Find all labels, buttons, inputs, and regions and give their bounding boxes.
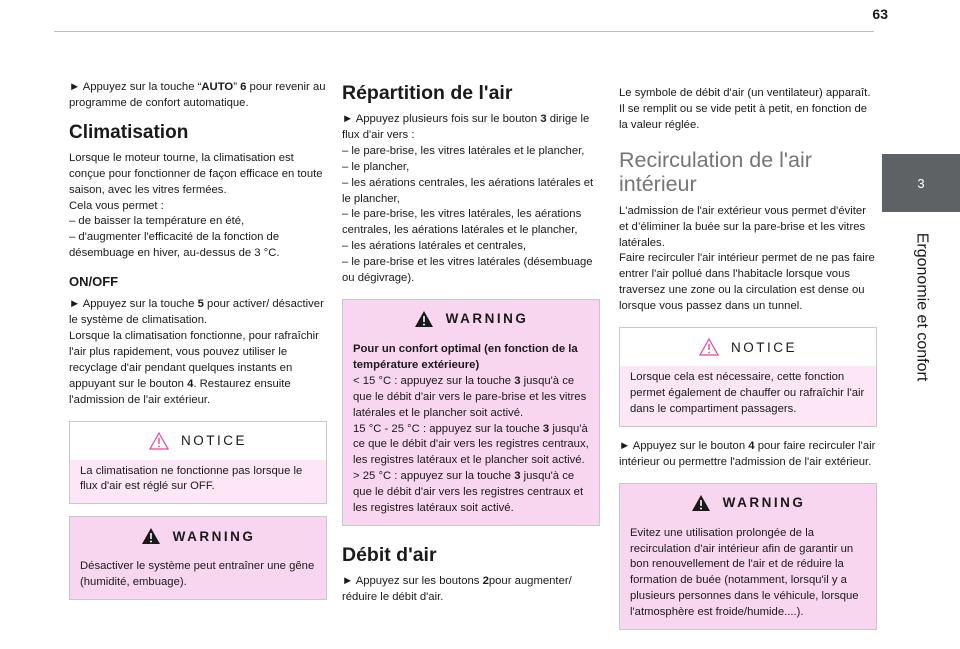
notice-header: NOTICE (620, 328, 876, 366)
chapter-label (882, 212, 960, 402)
notice-box-2 (619, 327, 877, 427)
recirc-text-1: L'admission de l'air extérieur vous permet d'éviter et d’éliminer la buée sur la pare-brise et les vitres latérales. (619, 204, 866, 249)
recirc-text-2: Faire recirculer l'air intérieur permet de ne pas faire entrer l'air pollué dans l'habitacle lorsque vous traversez une zone ou la circulation est dense ou lorsque vous passez dans un tunnel. (619, 252, 875, 313)
onoff-recycle-text: Lorsque la climatisation fonctionne, pour rafraîchir l'air plus rapidement, vous pouvez utiliser le recyclage d'air pendant quelques instants en appuyant sur le bouton 4. Restaurez ensuite l'admission de l'air extérieur. (69, 329, 319, 406)
notice-box-1 (69, 421, 327, 505)
chapter-tab[interactable]: 3 (882, 154, 960, 212)
heading-onoff: ON/OFF (69, 274, 119, 290)
auto-instruction: ► Appuyez sur la touche “AUTO” 6 pour revenir au programme de confort automatique. (69, 81, 326, 109)
rep-item-4: – le pare-brise, les vitres latérales, les aérations centrales, les aérations latérales et le plancher, (342, 208, 582, 237)
heading-debit: Débit d'air (342, 543, 437, 566)
debit-instruction: ► Appuyez sur les boutons 2pour augmenter/ réduire le débit d'air. (342, 574, 572, 603)
clim-text-1: Lorsque le moteur tourne, la climatisation est conçue pour fonctionner de façon efficace en toute saison, avec les vitres fermées. (69, 151, 323, 196)
warning-line-3: > 25 °C : appuyez sur la touche 3 jusqu'à ce que le débit d'air vers les registres centraux et les registres latéraux soit activé. (353, 470, 584, 515)
column-2 (342, 80, 600, 606)
warning-icon (691, 494, 711, 512)
heading-recirculation: Recirculation de l'air intérieur (619, 147, 812, 196)
warning-body: Pour un confort optimal (en fonction de la température extérieure) < 15 °C : appuyez sur la touche 3 jusqu'à ce que le débit d'air vers le pare-brise et les vitres latérales et le plancher soit activé. 15 °C - 25 °C : appuyez sur la touche 3 jusqu'à ce que le débit d'air vers les registres centraux, les registres latéraux et le plancher soit activé. > 25 °C : appuyez sur la touche 3 jusqu'à ce que le débit d'air vers les registres centraux et les registres latéraux soit activé. (343, 338, 599, 525)
chapter-label-text: Ergonomie et confort (913, 232, 930, 382)
heading-repartition: Répartition de l'air (342, 82, 513, 104)
clim-text-4: – d'augmenter l'efficacité de la fonction de désembuage en hiver, au-dessus de 3 °C. (69, 231, 280, 260)
rep-item-1: – le pare-brise, les vitres latérales et le plancher, (342, 144, 585, 157)
fan-symbol-text: Le symbole de débit d'air (un ventilateur) apparaît. Il se remplit ou se vide petit à petit, en fonction de la valeur réglée. (619, 87, 871, 131)
warning-icon (141, 527, 161, 545)
rep-item-3: – les aérations centrales, les aérations latérales et le plancher, (342, 176, 594, 205)
warning-icon (414, 310, 434, 328)
header-rule (54, 31, 874, 32)
notice-body: La climatisation ne fonctionne pas lorsque le flux d'air est réglé sur OFF. (70, 460, 326, 504)
onoff-instruction: ► Appuyez sur la touche 5 pour activer/ désactiver le système de climatisation. (69, 298, 324, 327)
warning-box-1 (69, 516, 327, 600)
repartition-instruction: ► Appuyez plusieurs fois sur le bouton 3 dirige le flux d'air vers : (342, 113, 590, 141)
warning-line-1: < 15 °C : appuyez sur la touche 3 jusqu'à ce que le débit d'air vers le pare-brise et les vitres latérales et le plancher soit activé. (353, 374, 587, 419)
warning-box-3 (619, 483, 877, 630)
warning-header: WARNING (70, 517, 326, 555)
warning-line-2: 15 °C - 25 °C : appuyez sur la touche 3 jusqu'à ce que le débit d'air vers les registres centraux, les registres latéraux et le plancher soit activé. (353, 422, 589, 467)
column-3 (619, 80, 877, 642)
clim-text-2: Cela vous permet : (69, 199, 164, 212)
warning-body: Désactiver le système peut entraîner une gêne (humidité, embuage). (70, 555, 326, 599)
notice-icon (699, 338, 719, 356)
page-number: 63 (872, 6, 888, 22)
rep-item-2: – le plancher, (342, 160, 410, 173)
warning-header: WARNING (620, 484, 876, 522)
warning-body: Evitez une utilisation prolongée de la recirculation d'air intérieur afin de garantir un bon renouvellement de l'air et de réduire la formation de buée (notamment, lorsqu'il y a plusieurs personnes dans le véhicule, lorsque l'atmosphère est froide/humide....). (620, 522, 876, 629)
notice-icon (149, 432, 169, 450)
rep-item-5: – les aérations latérales et centrales, (342, 240, 526, 253)
rep-item-6: – le pare-brise et les vitres latérales (désembuage ou dégivrage). (342, 256, 593, 285)
warning-header: WARNING (343, 300, 599, 338)
clim-text-3: – de baisser la température en été, (69, 215, 245, 228)
notice-body: Lorsque cela est nécessaire, cette fonction permet également de chauffer ou rafraîchir l'air dans le compartiment passagers. (620, 366, 876, 426)
column-1 (69, 80, 327, 612)
warning-box-2 (342, 299, 600, 526)
heading-climatisation: Climatisation (69, 121, 189, 143)
recirc-button-instruction: ► Appuyez sur le bouton 4 pour faire recirculer l'air intérieur ou permettre l'admission de l'air extérieur. (619, 439, 876, 468)
notice-header: NOTICE (70, 422, 326, 460)
